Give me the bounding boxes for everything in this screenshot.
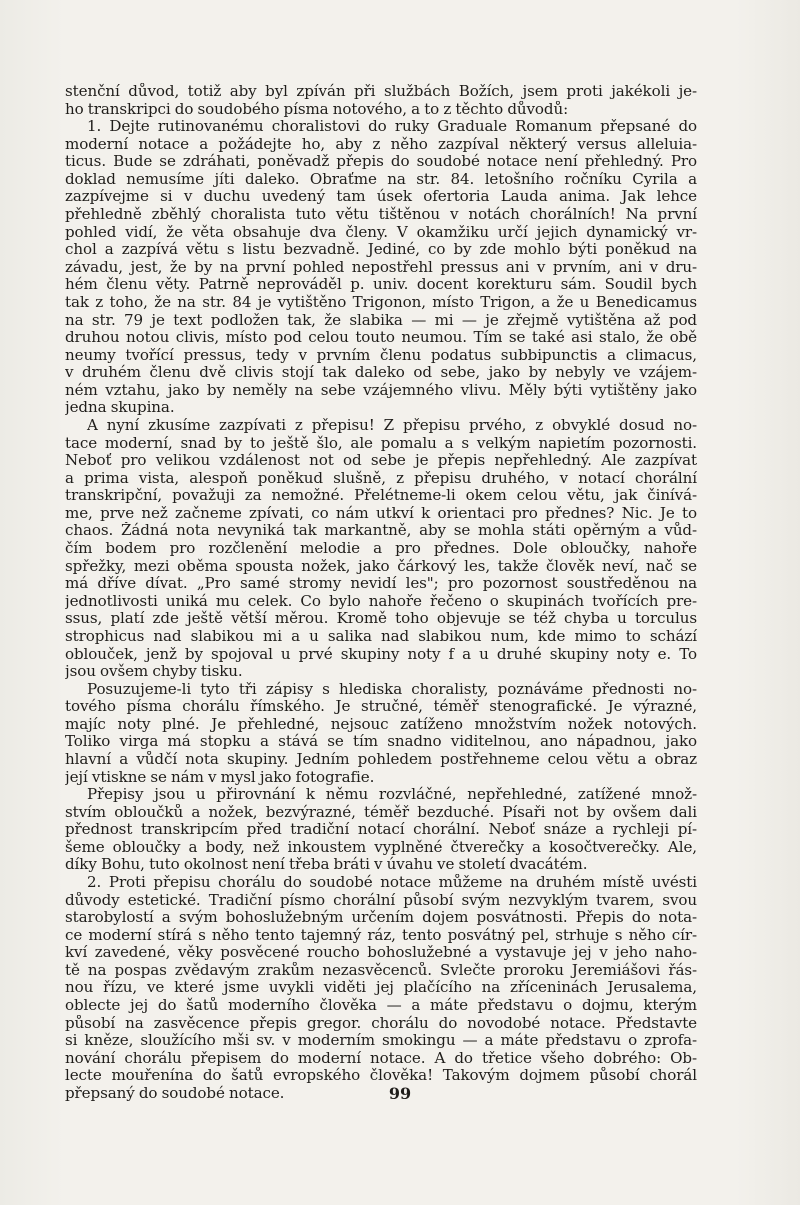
text-line: v druhém členu dvě clivis stojí tak daleko od sebe, jako by nebyly ve vzájem- <box>65 364 697 382</box>
text-line: kví zavedené, věky posvěcené roucho bohoslužebné a vystavuje jej v jeho naho- <box>65 944 697 962</box>
text-line: tě na pospas zvědavým zrakům nezasvěcenců. Svlečte proroku Jeremiášovi řás- <box>65 961 697 979</box>
text-line: neumy tvořící pressus, tedy v prvním členu podatus subbipunctis a climacus, <box>65 346 697 364</box>
text-line: oblecte jej do šatů moderního člověka — a máte představu o dojmu, kterým <box>65 997 697 1015</box>
text-line: hém členu věty. Patrně neprováděl p. univ. docent korekturu sám. Soudil bych <box>65 276 697 294</box>
article-body <box>65 83 697 1103</box>
text-line: jedna skupina. <box>65 399 175 417</box>
text-line: moderní notace a požádejte ho, aby z něho zazpíval některý versus alleluia- <box>65 135 697 153</box>
text-line: A nyní zkusíme zazpívati z přepisu! Z přepisu prvého, z obvyklé dosud no- <box>87 416 697 434</box>
text-line: me, prve než začneme zpívati, co nám utkví k orientaci pro přednes? Nic. Je to <box>65 504 697 522</box>
text-line: Přepisy jsou u přirovnání k němu rozvláčné, nepřehledné, zatížené množ- <box>87 786 697 804</box>
text-line: přepsaný do soudobé notace. <box>65 1084 285 1102</box>
text-line: nou řízu, ve které jsme uvykli viděti jej plačícího na zříceninách Jerusalema, <box>65 979 697 997</box>
text-line: majíc noty plné. Je přehledné, nejsouc zatíženo množstvím nožek notových. <box>65 715 697 733</box>
text-line: díky Bohu, tuto okolnost není třeba bráti v úvahu ve století dvacátém. <box>65 856 588 874</box>
text-line: stvím obloučků a nožek, bezvýrazné, téměř bezduché. Písaři not by ovšem dali <box>65 803 697 821</box>
text-line: přehledně zběhlý choralista tuto větu tištěnou v notách chorálních! Na první <box>65 206 697 224</box>
text-line: důvody estetické. Tradiční písmo chorální působí svým nezvyklým tvarem, svou <box>65 891 697 909</box>
text-line: hlavní a vůdčí nota skupiny. Jedním pohledem postřehneme celou větu a obraz <box>65 750 697 768</box>
text-line: působí na zasvěcence přepis gregor. chorálu do novodobé notace. Představte <box>65 1014 697 1032</box>
text-line: ho transkripci do soudobého písma notového, a to z těchto důvodů: <box>65 100 569 118</box>
text-line: chol a zazpívá větu s listu bezvadně. Jediné, co by zde mohlo býti poněkud na <box>65 241 697 259</box>
text-line: stenční důvod, totiž aby byl zpíván při službách Božích, jsem proti jakékoli je- <box>65 83 697 100</box>
text-line: druhou notou clivis, místo pod celou touto neumou. Tím se také asi stalo, že obě <box>65 329 697 347</box>
text-line: tového písma chorálu římského. Je stručné, téměř stenografické. Je výrazné, <box>65 698 697 716</box>
text-line: ticus. Bude se zdráhati, poněvadž přepis do soudobé notace není přehledný. Pro <box>65 153 697 171</box>
text-line: její vtiskne se nám v mysl jako fotografie. <box>65 768 375 786</box>
text-line: má dříve dívat. „Pro samé stromy nevidí les"; pro pozornost soustředěnou na <box>65 575 697 593</box>
text-line: závadu, jest, že by na první pohled nepostřehl pressus ani v prvním, ani v dru- <box>65 258 697 276</box>
text-line: pohled vidí, že věta obsahuje dva členy. V okamžiku určí jejich dynamický vr- <box>65 223 697 241</box>
text-line: transkripční, považuji za nemožné. Přelétneme-li okem celou větu, jak činívá- <box>65 487 697 505</box>
text-line: 1. Dejte rutinovanému choralistovi do ruky Graduale Romanum přepsané do <box>87 118 697 136</box>
text-line: přednost transkripcím před tradiční notací chorální. Neboť snáze a rychleji pí- <box>65 821 697 839</box>
text-line: 2. Proti přepisu chorálu do soudobé notace můžeme na druhém místě uvésti <box>87 874 697 892</box>
text-line: spřežky, mezi oběma spousta nožek, jako čárkový les, takže člověk neví, nač se <box>65 557 697 575</box>
text-line: a prima vista, alespoň poněkud slušně, z přepisu druhého, v notací chorální <box>65 469 697 487</box>
text-line: oblouček, jenž by spojoval u prvé skupiny noty f a u druhé skupiny noty e. To <box>65 645 697 663</box>
text-line: tak z toho, že na str. 84 je vytištěno Trigonon, místo Trigon, a že u Benedicamus <box>65 293 697 311</box>
text-line: Toliko virga má stopku a stává se tím snadno viditelnou, ano nápadnou, jako <box>65 733 697 751</box>
text-line: ce moderní stírá s něho tento tajemný ráz, tento posvátný pel, strhuje s něho cír- <box>65 926 697 944</box>
text-line: Neboť pro velikou vzdálenost not od sebe je přepis nepřehledný. Ale zazpívat <box>65 452 697 470</box>
text-line: zazpívejme si v duchu uvedený tam úsek ofertoria Lauda anima. Jak lehce <box>65 188 697 206</box>
page-number: 99 <box>388 1084 412 1103</box>
text-line: čím bodem pro rozčlenění melodie a pro přednes. Dole obloučky, nahoře <box>65 540 697 558</box>
text-line: jednotlivosti uniká mu celek. Co bylo nahoře řečeno o skupinách tvořících pre- <box>65 592 697 610</box>
text-line: si kněze, sloužícího mši sv. v moderním smokingu — a máte představu o zprofa- <box>65 1032 697 1050</box>
text-line: chaos. Žádná nota nevyniká tak markantně, aby se mohla státi opěrným a vůd- <box>65 522 697 540</box>
text-line: starobylostí a svým bohoslužebným určením dojem posvátnosti. Přepis do nota- <box>65 909 697 927</box>
text-line: Posuzujeme-li tyto tři zápisy s hlediska choralisty, poznáváme přednosti no- <box>87 680 697 698</box>
text-line: ssus, platí zde ještě větší měrou. Kromě toho objevuje se též chyba u torculus <box>65 610 697 628</box>
text-line: jsou ovšem chyby tisku. <box>65 663 243 681</box>
text-line: nování chorálu přepisem do moderní notace. A do třetice všeho dobrého: Ob- <box>65 1049 697 1067</box>
text-line: šeme obloučky a body, než inkoustem vyplněné čtverečky a kosočtverečky. Ale, <box>65 838 697 856</box>
text-line: doklad nemusíme jíti daleko. Obraťme na str. 84. letošního ročníku Cyrila a <box>65 170 697 188</box>
text-line: strophicus nad slabikou mi a u salika nad slabikou num, kde mimo to schází <box>65 627 697 645</box>
text-line: tace moderní, snad by to ještě šlo, ale pomalu a s velkým napietím pozornosti. <box>65 434 697 452</box>
text-line: na str. 79 je text podložen tak, že slabika — mi — je zřejmě vytištěna až pod <box>65 311 697 329</box>
text-line: lecte mouřenína do šatů evropského člověka! Takovým dojmem působí chorál <box>65 1067 697 1085</box>
text-line: ném vztahu, jako by neměly na sebe vzájemného vlivu. Měly býti vytištěny jako <box>65 381 697 399</box>
